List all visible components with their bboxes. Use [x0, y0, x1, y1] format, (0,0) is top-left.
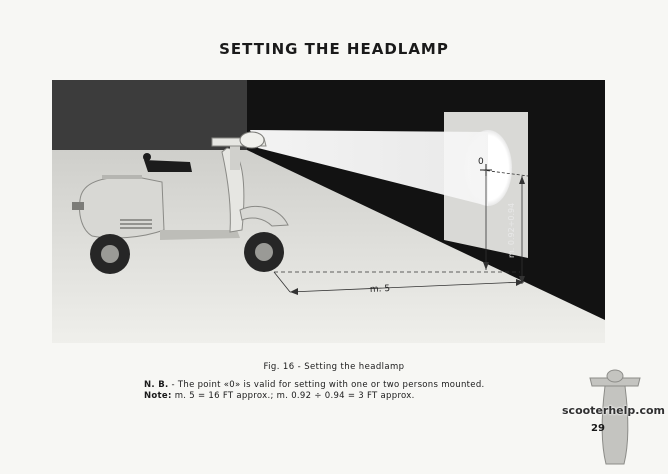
note2-text: m. 5 = 16 FT approx.; m. 0.92 ÷ 0.94 = 3 FT approx. [174, 391, 415, 401]
note-line-2 [144, 391, 485, 402]
illustration-svg [52, 80, 605, 343]
page-number: 29 [591, 423, 605, 434]
point-zero-label: 0 [478, 157, 484, 167]
height-label: m. 0.92÷0.94 [507, 202, 516, 258]
note-text: - The point «0» is valid for setting with one or two persons mounted. [171, 380, 485, 390]
figure-caption: Fig. 16 - Setting the headlamp [263, 362, 405, 372]
note-block [144, 380, 485, 402]
page-title: SETTING THE HEADLAMP [219, 40, 449, 58]
note-prefix: N. B. [144, 380, 169, 390]
watermark-text: scooterhelp.com [562, 404, 665, 417]
note2-prefix: Note: [144, 391, 172, 401]
note-line-1 [144, 380, 485, 391]
distance-label: m. 5 [369, 283, 391, 295]
headlamp-setting-illustration [52, 80, 605, 343]
